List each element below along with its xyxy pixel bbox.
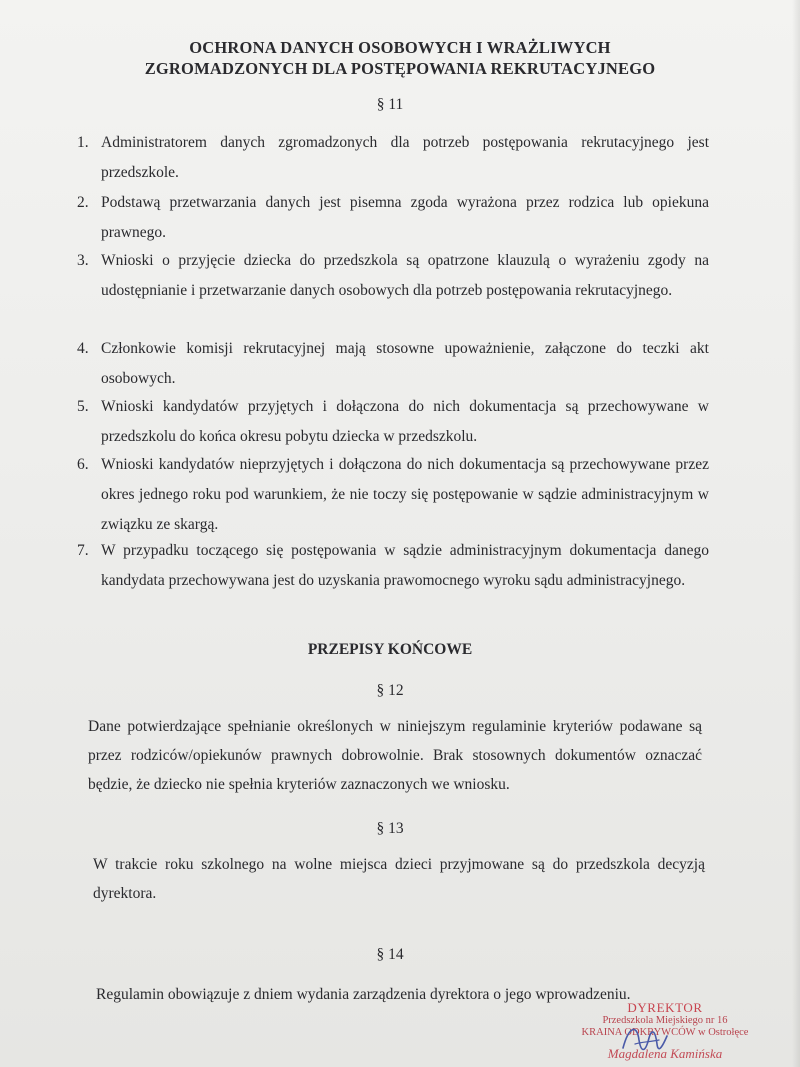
page-shadow-edge (792, 0, 800, 1067)
list-item-number: 6. (77, 456, 89, 473)
stamp-institution-line: Przedszkola Miejskiego nr 16 (602, 1015, 728, 1026)
list-item-1 (77, 128, 709, 188)
final-provisions-heading: PRZEPISY KOŃCOWE (307, 641, 473, 658)
list-item-text: W przypadku toczącego się postępowania w sądzie administracyjnym dokumentacja danego kandydata przechowywana jest do uzyskania prawomocnego wyroku sądu administracyjnego. (101, 542, 709, 589)
document-title (0, 37, 800, 79)
list-item-number: 7. (77, 542, 89, 559)
list-item-text: Podstawą przetwarzania danych jest pisemna zgoda wyrażona przez rodzica lub opiekuna prawnego. (101, 194, 709, 241)
list-item-number: 4. (77, 340, 89, 357)
handwritten-signature-icon (615, 1018, 675, 1062)
list-item-text: Wnioski o przyjęcie dziecka do przedszkola są opatrzone klauzulą o wyrażeniu zgody na udostępnianie i przetwarzanie danych osobowych dla potrzeb postępowania rekrutacyjnego. (101, 252, 709, 299)
section-sign-12: § 12 (376, 682, 404, 699)
stamp-director-name: Magdalena Kamińska (607, 1046, 723, 1061)
stamp-institution-name: KRAINA ODKRYWCÓW w Ostrołęce (581, 1027, 749, 1038)
paragraph-14-text: Regulamin obowiązuje z dniem wydania zarządzenia dyrektora o jego wprowadzeniu. (96, 986, 631, 1003)
list-item-7 (77, 536, 709, 596)
section-sign-14: § 14 (376, 946, 404, 963)
list-item-text: Wnioski kandydatów przyjętych i dołączona do nich dokumentacja są przechowywane w przedszkolu do końca okresu pobytu dziecka w przedszkolu. (101, 398, 709, 445)
paragraph-12-text: Dane potwierdzające spełnianie określonych w niniejszym regulaminie kryteriów podawane są przez rodziców/opiekunów prawnych dobrowolnie. Brak stosownych dokumentów oznaczać będzie, że dziecko nie spełnia kryteriów zaznaczonych we wniosku. (88, 718, 702, 793)
section-sign-13: § 13 (376, 820, 404, 837)
list-item-3 (77, 246, 709, 306)
list-item-number: 3. (77, 252, 89, 269)
list-item-number: 1. (77, 134, 89, 151)
list-item-4 (77, 334, 709, 394)
list-item-number: 5. (77, 398, 89, 415)
list-item-text: Administratorem danych zgromadzonych dla potrzeb postępowania rekrutacyjnego jest przedszkole. (101, 134, 709, 181)
title-line-1: OCHRONA DANYCH OSOBOWYCH I WRAŻLIWYCH (189, 38, 611, 57)
paragraph-13-text: W trakcie roku szkolnego na wolne miejsca dzieci przyjmowane są do przedszkola decyzją dyrektora. (93, 856, 705, 902)
list-item-text: Członkowie komisji rekrutacyjnej mają stosowne upoważnienie, załączone do teczki akt osobowych. (101, 340, 709, 387)
list-item-text: Wnioski kandydatów nieprzyjętych i dołączona do nich dokumentacja są przechowywane przez okres jednego roku pod warunkiem, że nie toczy się postępowanie w sądzie administracyjnym w związku ze skargą. (101, 456, 709, 533)
list-item-2 (77, 188, 709, 248)
section-sign-11: § 11 (376, 96, 404, 113)
list-item-5 (77, 392, 709, 452)
list-item-6 (77, 450, 709, 540)
stamp-title: DYREKTOR (627, 1000, 703, 1015)
list-item-number: 2. (77, 194, 89, 211)
title-line-2: ZGROMADZONYCH DLA POSTĘPOWANIA REKRUTACYJNEGO (144, 59, 656, 78)
